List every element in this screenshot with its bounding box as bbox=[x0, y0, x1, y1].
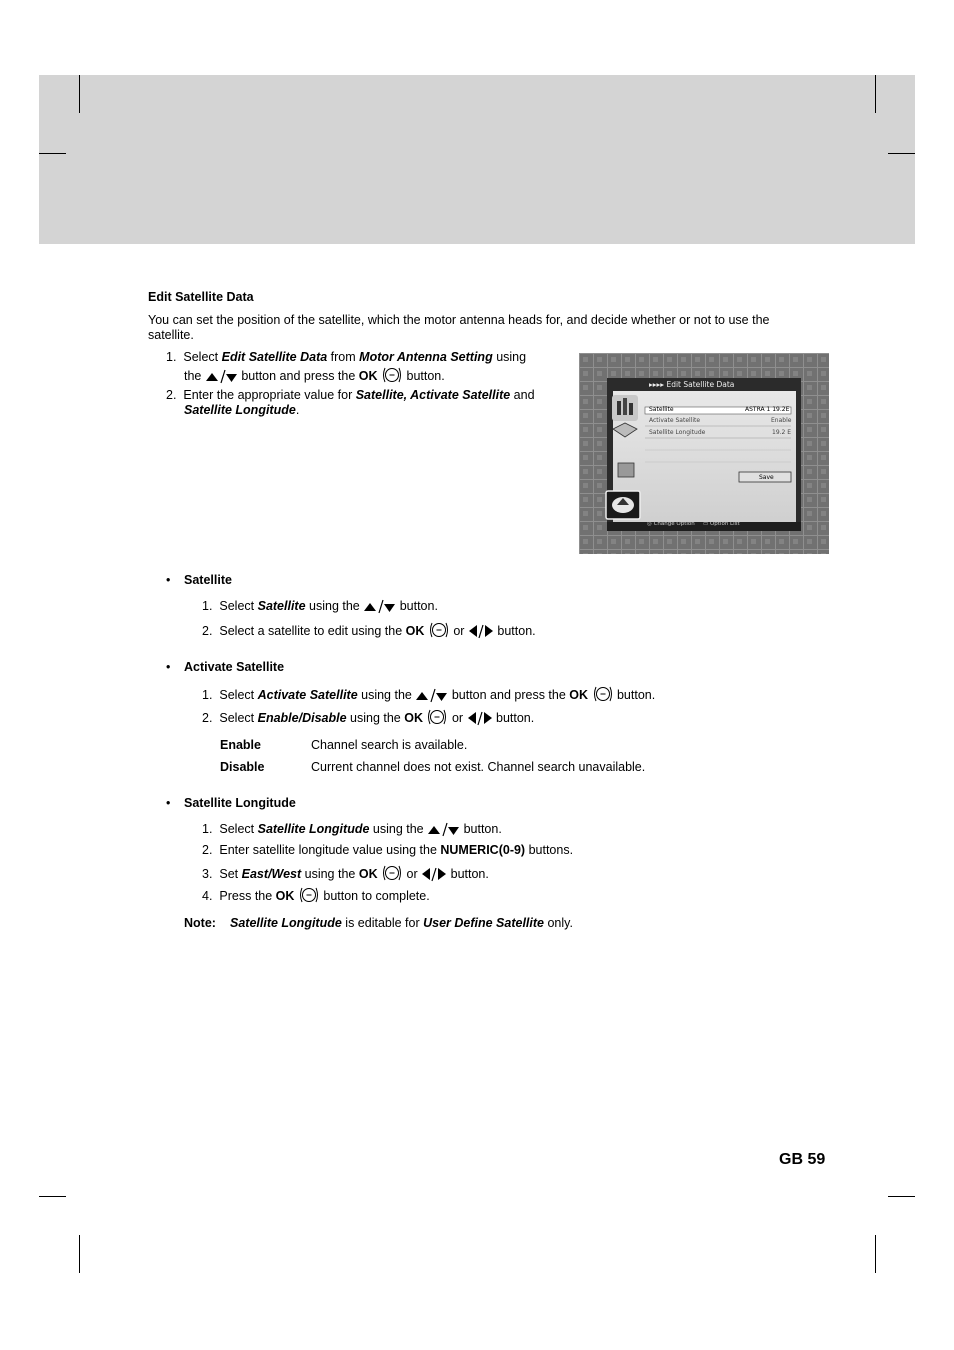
up-down-arrow-icon bbox=[363, 598, 396, 618]
ok-button-icon bbox=[592, 685, 614, 707]
step-text: Select bbox=[219, 688, 258, 702]
step-text: using the bbox=[346, 711, 405, 725]
bullet-mark: • bbox=[166, 573, 171, 587]
intro-text-line2: satellite. bbox=[148, 328, 194, 342]
step-text: button. bbox=[492, 711, 535, 725]
emph: User Define Satellite bbox=[423, 916, 544, 930]
note-label: Note: bbox=[184, 916, 216, 930]
left-right-arrow-icon bbox=[467, 710, 493, 730]
step-number: 1. bbox=[202, 599, 213, 613]
tv-screenshot bbox=[579, 353, 829, 554]
crop-mark bbox=[888, 1196, 915, 1197]
crop-mark bbox=[39, 1196, 66, 1197]
emph: OK bbox=[358, 369, 378, 383]
screen-save-button: Save bbox=[759, 474, 774, 481]
emph: OK bbox=[358, 867, 378, 881]
satellite-step-2 bbox=[202, 621, 536, 643]
def-term-enable: Enable bbox=[220, 738, 261, 752]
step-text: . bbox=[295, 403, 300, 417]
up-down-arrow-icon bbox=[415, 687, 448, 707]
def-desc-enable: Channel search is available. bbox=[311, 738, 468, 752]
longitude-step-2 bbox=[202, 843, 573, 858]
step-text: button and press the bbox=[237, 369, 359, 383]
screen-row-value: 19.2 E bbox=[772, 429, 792, 436]
activate-step-2 bbox=[202, 708, 534, 730]
screen-row-value: ASTRA 1 19.2E bbox=[745, 406, 790, 413]
crop-mark bbox=[888, 153, 915, 154]
def-desc-disable: Current channel does not exist. Channel search unavailable. bbox=[311, 760, 646, 774]
bullet-satellite bbox=[166, 573, 232, 588]
screen-title: ▸▸▸▸ Edit Satellite Data bbox=[649, 380, 735, 389]
step-text: button. bbox=[493, 624, 536, 638]
emph: OK bbox=[275, 889, 295, 903]
bullet-satellite-longitude bbox=[166, 796, 296, 811]
emph: Edit Satellite Data bbox=[221, 350, 328, 364]
step-text: using the bbox=[357, 688, 416, 702]
screen-footer-left-text: Change Option bbox=[653, 521, 695, 527]
step-text: button. bbox=[403, 369, 445, 383]
screen-row-label: Activate Satellite bbox=[649, 417, 701, 424]
screen-footer-right: ▭ Option List bbox=[703, 521, 740, 527]
ok-button-icon bbox=[428, 621, 450, 643]
screen-row-label: Satellite Longitude bbox=[649, 429, 706, 436]
emph: East/West bbox=[241, 867, 302, 881]
step-text: or bbox=[448, 711, 467, 725]
section-title: Edit Satellite Data bbox=[148, 290, 254, 304]
step-text: and bbox=[510, 388, 535, 402]
emph: OK bbox=[404, 711, 423, 725]
step-text: or bbox=[449, 624, 468, 638]
page-number: GB 59 bbox=[779, 1151, 826, 1168]
emph: Satellite Longitude bbox=[184, 403, 296, 417]
bullet-title: Satellite bbox=[184, 573, 232, 587]
step-number: 2. bbox=[202, 843, 213, 857]
step-text: Select bbox=[219, 822, 258, 836]
step-text: button. bbox=[396, 599, 438, 613]
satellite-step-1 bbox=[202, 598, 438, 618]
step-number: 2. bbox=[166, 388, 177, 402]
step-1-line1 bbox=[166, 350, 526, 365]
note-plain: only. bbox=[544, 916, 573, 930]
emph: Enable/Disable bbox=[257, 711, 347, 725]
step-text: button. bbox=[460, 822, 502, 836]
step-text: button and press the bbox=[448, 688, 570, 702]
up-down-arrow-icon bbox=[427, 821, 460, 841]
step-number: 4. bbox=[202, 889, 213, 903]
step-text: Select bbox=[219, 711, 258, 725]
bullet-title: Satellite Longitude bbox=[184, 796, 296, 810]
ok-button-icon bbox=[426, 708, 448, 730]
step-text: button to complete. bbox=[319, 889, 430, 903]
screen-footer-left: ◎ Change Option bbox=[647, 521, 695, 527]
step-text: Select bbox=[219, 599, 258, 613]
header-band bbox=[39, 75, 915, 244]
emph: OK bbox=[569, 688, 589, 702]
longitude-step-1 bbox=[202, 821, 502, 841]
step-text: button. bbox=[613, 688, 656, 702]
crop-mark bbox=[875, 1235, 876, 1273]
emph: OK bbox=[405, 624, 425, 638]
step-number: 2. bbox=[202, 711, 213, 725]
step-1-line2 bbox=[184, 366, 445, 388]
up-down-arrow-icon bbox=[205, 368, 238, 388]
step-2-line2 bbox=[184, 403, 299, 418]
crop-mark bbox=[875, 75, 876, 113]
emph: Motor Antenna Setting bbox=[359, 350, 493, 364]
step-text: Enter satellite longitude value using the bbox=[219, 843, 441, 857]
step-number: 3. bbox=[202, 867, 213, 881]
left-right-arrow-icon bbox=[468, 623, 494, 643]
intro-text-line1: You can set the position of the satellite, which the motor antenna heads for, and decide whether or not to use the bbox=[148, 313, 770, 327]
crop-mark bbox=[79, 1235, 80, 1273]
emph: NUMERIC(0-9) bbox=[440, 843, 526, 857]
bullet-activate-satellite bbox=[166, 660, 285, 675]
longitude-step-3 bbox=[202, 864, 489, 886]
screen-footer-right-text: Option List bbox=[709, 521, 740, 527]
screen-title-text: Edit Satellite Data bbox=[666, 380, 735, 389]
note-text bbox=[230, 916, 573, 931]
emph: Satellite Longitude bbox=[257, 822, 370, 836]
step-text: using the bbox=[305, 599, 364, 613]
ok-button-icon bbox=[298, 886, 320, 908]
step-text: the bbox=[184, 369, 205, 383]
ok-button-icon bbox=[381, 366, 403, 388]
step-text: Enter the appropriate value for bbox=[183, 388, 356, 402]
bullet-title: Activate Satellite bbox=[184, 660, 285, 674]
step-text: or bbox=[403, 867, 422, 881]
crop-mark bbox=[79, 75, 80, 113]
longitude-step-4 bbox=[202, 886, 430, 908]
step-text: Select bbox=[183, 350, 222, 364]
step-text: buttons. bbox=[525, 843, 574, 857]
screen-row-label: Satellite bbox=[649, 406, 674, 413]
emph: Satellite Longitude bbox=[230, 916, 342, 930]
screen-row-value: Enable bbox=[771, 417, 792, 424]
ok-button-icon bbox=[381, 864, 403, 886]
step-text: Set bbox=[219, 867, 242, 881]
step-2-line1 bbox=[166, 388, 535, 403]
step-text: Select a satellite to edit using the bbox=[219, 624, 406, 638]
step-text: Press the bbox=[219, 889, 276, 903]
step-number: 2. bbox=[202, 624, 213, 638]
left-right-arrow-icon bbox=[421, 866, 447, 886]
def-term-disable: Disable bbox=[220, 760, 265, 774]
bullet-mark: • bbox=[166, 660, 171, 674]
emph: Satellite bbox=[257, 599, 306, 613]
step-number: 1. bbox=[166, 350, 177, 364]
step-number: 1. bbox=[202, 688, 213, 702]
note-plain: is editable for bbox=[341, 916, 424, 930]
step-text: button. bbox=[447, 867, 489, 881]
step-number: 1. bbox=[202, 822, 213, 836]
crop-mark bbox=[39, 153, 66, 154]
step-text: from bbox=[327, 350, 360, 364]
activate-step-1 bbox=[202, 685, 655, 707]
emph: Activate Satellite bbox=[257, 688, 358, 702]
step-text: using bbox=[492, 350, 527, 364]
bullet-mark: • bbox=[166, 796, 171, 810]
note bbox=[184, 916, 573, 931]
emph: Satellite, Activate Satellite bbox=[355, 388, 511, 402]
step-text: using the bbox=[369, 822, 428, 836]
step-text: using the bbox=[301, 867, 359, 881]
